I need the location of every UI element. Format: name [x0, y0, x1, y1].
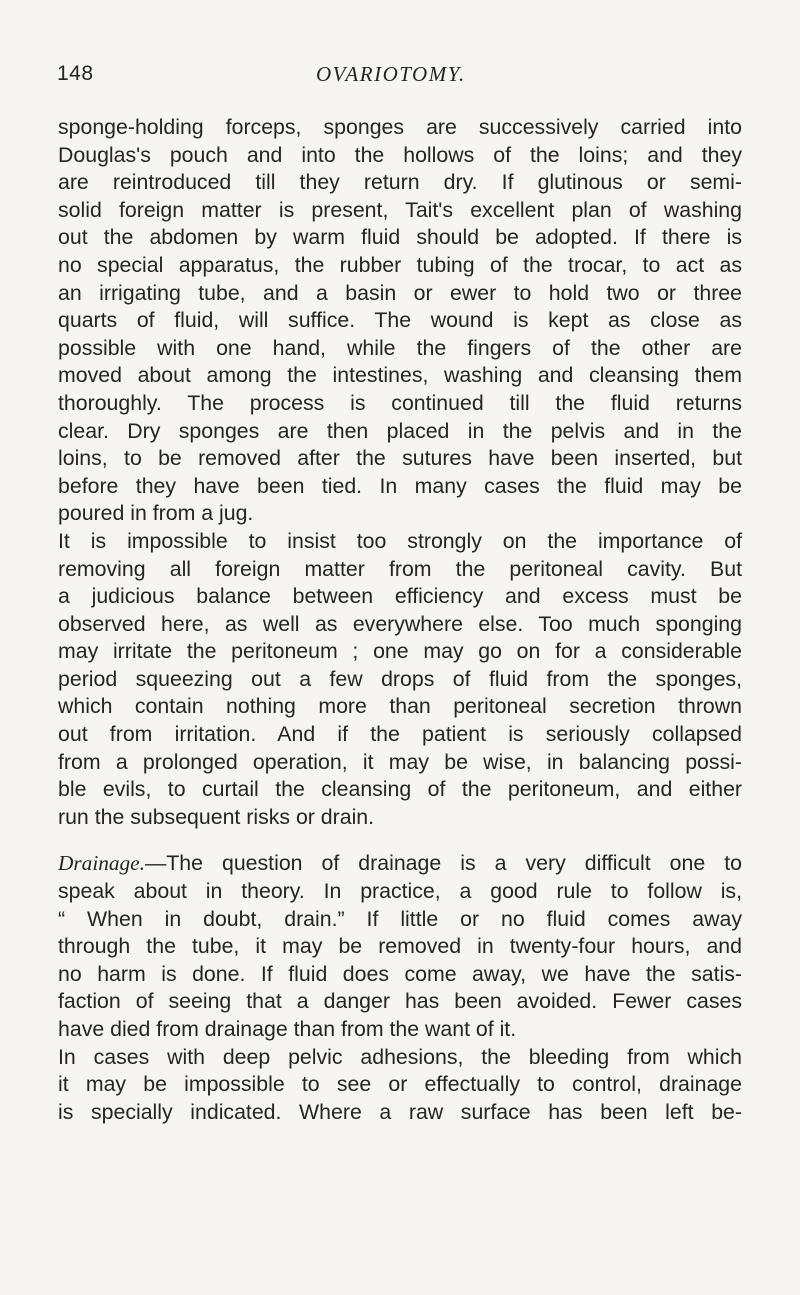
text-line: is specially indicated. Where a raw surface has been left be-	[58, 1099, 742, 1124]
text-line: have died from drainage than from the want of it.	[58, 1017, 517, 1041]
text-run: —The question of drainage is a very difficult one to	[144, 851, 742, 876]
running-title: OVARIOTOMY.	[316, 62, 466, 86]
text-line: solid foreign matter is present, Tait's excellent plan of washing	[58, 197, 742, 222]
text-line: ble evils, to curtail the cleansing of the peritoneum, and either	[58, 777, 742, 802]
text-line: thoroughly. The process is continued till the fluid returns	[58, 390, 742, 415]
text-line: out the abdomen by warm fluid should be adopted. If there is	[58, 225, 742, 250]
text-line: no harm is done. If fluid does come away, we have the satis-	[58, 961, 742, 986]
text-line: period squeezing out a few drops of fluid from the sponges,	[58, 666, 742, 691]
text-line: from a prolonged operation, it may be wise, in balancing possi-	[58, 749, 742, 774]
text-line: an irrigating tube, and a basin or ewer to hold two or three	[58, 280, 742, 305]
text-line: no special apparatus, the rubber tubing of the trocar, to act as	[58, 252, 742, 277]
text-line: It is impossible to insist too strongly on the importance of	[58, 528, 742, 553]
text-line: loins, to be removed after the sutures have been inserted, but	[58, 446, 742, 471]
text-line: through the tube, it may be removed in twenty-four hours, and	[58, 934, 742, 959]
text-line: run the subsequent risks or drain.	[58, 804, 375, 829]
section-heading-drainage: Drainage.	[58, 851, 145, 876]
text-line: before they have been tied. In many cases the fluid may be	[58, 473, 742, 498]
text-line: poured in from a jug.	[58, 501, 254, 526]
text-line: are reintroduced till they return dry. If glutinous or semi-	[58, 170, 742, 195]
text-line: In cases with deep pelvic adhesions, the bleeding from which	[58, 1044, 742, 1069]
text-line: “ When in doubt, drain.” If little or no fluid comes away	[58, 906, 742, 931]
text-line: may irritate the peritoneum ; one may go on for a considerable	[58, 639, 742, 664]
text-line: possible with one hand, while the fingers of the other are	[58, 335, 742, 360]
paragraph-sponging	[58, 114, 742, 528]
text-line: faction of seeing that a danger has been avoided. Fewer cases	[58, 989, 742, 1014]
text-line: out from irritation. And if the patient is seriously collapsed	[58, 722, 742, 747]
text-line: speak about in theory. In practice, a good rule to follow is,	[58, 879, 742, 904]
text-line: a judicious balance between efficiency and excess must be	[58, 584, 742, 609]
paragraph-foreign-matter	[58, 528, 742, 832]
text-line: quarts of fluid, will suffice. The wound is kept as close as	[58, 308, 742, 333]
running-head	[0, 62, 800, 94]
text-line: it may be impossible to see or effectually to control, drainage	[58, 1072, 742, 1097]
text-line: removing all foreign matter from the peritoneal cavity. But	[58, 556, 742, 581]
text-line: Douglas's pouch and into the hollows of the loins; and they	[58, 142, 742, 167]
text-line	[58, 850, 742, 878]
page-number: 148	[57, 62, 94, 85]
paragraph-adhesions	[58, 1044, 742, 1127]
text-line: which contain nothing more than peritoneal secretion thrown	[58, 694, 742, 719]
text-line: sponge-holding forceps, sponges are successively carried into	[58, 115, 742, 139]
text-line: observed here, as well as everywhere else. Too much sponging	[58, 611, 742, 636]
text-line: clear. Dry sponges are then placed in the pelvis and in the	[58, 418, 742, 443]
paragraph-drainage	[58, 850, 742, 1043]
text-line: moved about among the intestines, washing and cleansing them	[58, 363, 742, 388]
body-text	[58, 114, 742, 1126]
